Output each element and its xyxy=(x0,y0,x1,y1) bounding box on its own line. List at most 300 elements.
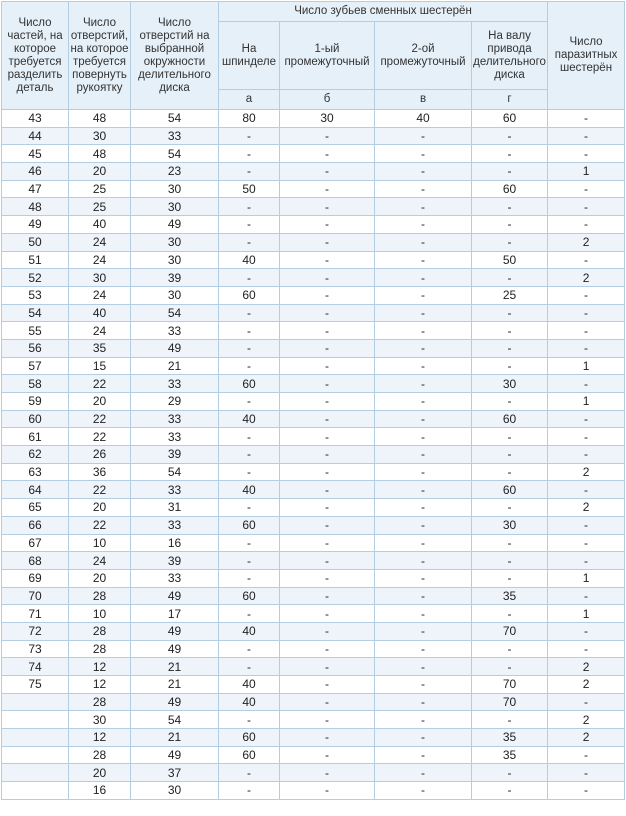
header-second-intermediate: 2-ой промежуточный xyxy=(375,22,472,90)
table-cell: - xyxy=(548,375,625,393)
table-cell: 49 xyxy=(131,693,219,711)
table-cell: - xyxy=(548,339,625,357)
table-cell: 12 xyxy=(69,676,131,694)
table-cell: - xyxy=(280,693,375,711)
table-row xyxy=(2,339,625,357)
table-cell: - xyxy=(280,339,375,357)
table-cell: 60 xyxy=(2,410,69,428)
table-cell: 28 xyxy=(69,746,131,764)
table-cell: - xyxy=(472,393,548,411)
table-cell xyxy=(2,764,69,782)
table-cell: - xyxy=(472,233,548,251)
table-cell: 73 xyxy=(2,640,69,658)
table-cell: - xyxy=(472,446,548,464)
table-cell: 60 xyxy=(219,375,280,393)
table-cell: 49 xyxy=(131,587,219,605)
table-cell: 28 xyxy=(69,693,131,711)
table-cell: 61 xyxy=(2,428,69,446)
table-cell: 54 xyxy=(131,463,219,481)
table-cell: - xyxy=(280,516,375,534)
table-cell: - xyxy=(219,127,280,145)
table-cell: 1 xyxy=(548,393,625,411)
table-cell: 68 xyxy=(2,552,69,570)
table-cell: - xyxy=(280,410,375,428)
table-cell: - xyxy=(219,605,280,623)
table-row xyxy=(2,587,625,605)
table-cell: - xyxy=(219,640,280,658)
table-cell: 59 xyxy=(2,393,69,411)
table-cell: - xyxy=(548,127,625,145)
table-cell: - xyxy=(280,499,375,517)
table-cell: 49 xyxy=(131,339,219,357)
table-cell: - xyxy=(548,782,625,800)
header-holes-turn: Число отверстий, на которое требуется повернуть рукоятку xyxy=(69,2,131,110)
table-cell: 24 xyxy=(69,322,131,340)
table-cell: 30 xyxy=(472,375,548,393)
table-cell: - xyxy=(375,127,472,145)
table-cell: - xyxy=(548,216,625,234)
header-letter-a: а xyxy=(219,90,280,110)
table-row xyxy=(2,180,625,198)
table-cell: - xyxy=(375,676,472,694)
table-cell: 65 xyxy=(2,499,69,517)
table-row xyxy=(2,481,625,499)
table-cell: 29 xyxy=(131,393,219,411)
table-cell: - xyxy=(375,640,472,658)
table-cell: 47 xyxy=(2,180,69,198)
table-row xyxy=(2,145,625,163)
table-cell: - xyxy=(280,269,375,287)
table-cell: - xyxy=(375,711,472,729)
table-cell: 12 xyxy=(69,729,131,747)
table-cell: - xyxy=(548,428,625,446)
table-row xyxy=(2,446,625,464)
table-cell: - xyxy=(280,428,375,446)
table-cell: 12 xyxy=(69,658,131,676)
table-cell: 21 xyxy=(131,658,219,676)
gear-table xyxy=(1,1,625,800)
table-row xyxy=(2,110,625,128)
table-cell: - xyxy=(280,393,375,411)
table-cell: - xyxy=(280,322,375,340)
table-cell: 21 xyxy=(131,729,219,747)
table-cell: - xyxy=(375,746,472,764)
table-cell: - xyxy=(375,145,472,163)
table-cell: 24 xyxy=(69,233,131,251)
table-cell: 30 xyxy=(69,711,131,729)
table-cell: - xyxy=(280,251,375,269)
table-cell: 33 xyxy=(131,428,219,446)
table-cell: - xyxy=(375,587,472,605)
table-cell: 2 xyxy=(548,658,625,676)
table-row xyxy=(2,693,625,711)
table-cell: - xyxy=(548,516,625,534)
table-cell: - xyxy=(375,180,472,198)
table-cell: 51 xyxy=(2,251,69,269)
table-cell: - xyxy=(219,357,280,375)
table-row xyxy=(2,622,625,640)
table-cell: 60 xyxy=(219,729,280,747)
table-cell: - xyxy=(280,145,375,163)
table-cell: 40 xyxy=(375,110,472,128)
table-cell: 1 xyxy=(548,569,625,587)
header-gear-teeth: Число зубьев сменных шестерён xyxy=(219,2,548,22)
table-row xyxy=(2,640,625,658)
table-cell: - xyxy=(472,269,548,287)
table-cell: 49 xyxy=(131,216,219,234)
table-cell: - xyxy=(219,764,280,782)
table-cell: 22 xyxy=(69,410,131,428)
table-cell: 33 xyxy=(131,569,219,587)
table-row xyxy=(2,605,625,623)
table-cell: 15 xyxy=(69,357,131,375)
table-cell: 28 xyxy=(69,587,131,605)
table-cell xyxy=(2,746,69,764)
table-cell: 33 xyxy=(131,410,219,428)
table-cell: 40 xyxy=(69,304,131,322)
table-cell: 60 xyxy=(472,481,548,499)
table-cell: 54 xyxy=(131,711,219,729)
table-cell: 30 xyxy=(131,286,219,304)
table-cell: - xyxy=(375,569,472,587)
table-cell: 40 xyxy=(219,410,280,428)
table-cell: 60 xyxy=(472,180,548,198)
table-cell: - xyxy=(280,676,375,694)
table-cell: 56 xyxy=(2,339,69,357)
table-cell: - xyxy=(375,782,472,800)
table-cell: - xyxy=(375,304,472,322)
table-cell: 45 xyxy=(2,145,69,163)
table-row xyxy=(2,516,625,534)
table-cell: - xyxy=(548,198,625,216)
table-row xyxy=(2,322,625,340)
table-cell: 49 xyxy=(131,622,219,640)
table-cell: 35 xyxy=(69,339,131,357)
table-row xyxy=(2,304,625,322)
table-cell: - xyxy=(219,782,280,800)
table-row xyxy=(2,286,625,304)
table-cell: - xyxy=(280,587,375,605)
table-cell: 30 xyxy=(472,516,548,534)
table-cell: - xyxy=(280,605,375,623)
table-cell: - xyxy=(375,446,472,464)
table-cell: 50 xyxy=(2,233,69,251)
table-row xyxy=(2,428,625,446)
table-cell: 52 xyxy=(2,269,69,287)
table-cell: - xyxy=(548,180,625,198)
table-row xyxy=(2,233,625,251)
table-row xyxy=(2,676,625,694)
table-cell: 54 xyxy=(131,145,219,163)
table-cell: - xyxy=(548,764,625,782)
header-parts: Число частей, на которое требуется разделить деталь xyxy=(2,2,69,110)
table-cell: - xyxy=(375,393,472,411)
table-cell: 70 xyxy=(472,676,548,694)
table-cell: - xyxy=(548,552,625,570)
table-cell: - xyxy=(219,463,280,481)
table-cell: - xyxy=(375,516,472,534)
table-cell: - xyxy=(280,711,375,729)
table-row xyxy=(2,569,625,587)
table-cell: - xyxy=(280,304,375,322)
table-cell: - xyxy=(219,198,280,216)
table-cell: - xyxy=(548,481,625,499)
table-cell: 40 xyxy=(219,481,280,499)
table-cell: 64 xyxy=(2,481,69,499)
table-cell: - xyxy=(472,357,548,375)
table-cell: 2 xyxy=(548,463,625,481)
table-cell: - xyxy=(472,163,548,181)
table-cell: 63 xyxy=(2,463,69,481)
table-cell: 60 xyxy=(472,110,548,128)
table-row xyxy=(2,198,625,216)
table-cell: 60 xyxy=(219,516,280,534)
table-cell: - xyxy=(219,499,280,517)
table-cell: 2 xyxy=(548,729,625,747)
table-row xyxy=(2,658,625,676)
table-cell: - xyxy=(375,658,472,676)
table-cell: 24 xyxy=(69,552,131,570)
table-cell: - xyxy=(472,534,548,552)
table-cell: 33 xyxy=(131,322,219,340)
table-cell: 40 xyxy=(219,676,280,694)
table-cell: 60 xyxy=(219,587,280,605)
table-cell: 20 xyxy=(69,569,131,587)
table-cell: 22 xyxy=(69,375,131,393)
header-holes-circle: Число отверстий на выбранной окружности делительного диска xyxy=(131,2,219,110)
table-row xyxy=(2,729,625,747)
table-cell: - xyxy=(280,198,375,216)
table-cell: - xyxy=(548,693,625,711)
table-cell: - xyxy=(472,552,548,570)
table-cell: 54 xyxy=(2,304,69,322)
table-cell: 2 xyxy=(548,233,625,251)
table-cell: - xyxy=(472,463,548,481)
table-cell: 53 xyxy=(2,286,69,304)
table-cell: - xyxy=(375,339,472,357)
table-cell: 2 xyxy=(548,676,625,694)
table-cell: 35 xyxy=(472,746,548,764)
table-cell: 30 xyxy=(131,233,219,251)
table-cell: - xyxy=(280,534,375,552)
table-cell: 44 xyxy=(2,127,69,145)
table-cell: - xyxy=(219,534,280,552)
table-cell: 40 xyxy=(69,216,131,234)
table-cell: - xyxy=(472,145,548,163)
table-row xyxy=(2,163,625,181)
table-cell: 33 xyxy=(131,516,219,534)
table-cell: 33 xyxy=(131,375,219,393)
table-cell: - xyxy=(472,216,548,234)
table-cell: 35 xyxy=(472,729,548,747)
table-cell: - xyxy=(219,163,280,181)
table-cell: - xyxy=(280,481,375,499)
table-cell: - xyxy=(219,233,280,251)
table-cell: - xyxy=(280,216,375,234)
table-cell: - xyxy=(219,269,280,287)
table-cell: - xyxy=(219,145,280,163)
table-row xyxy=(2,410,625,428)
table-cell: - xyxy=(375,463,472,481)
table-cell: 46 xyxy=(2,163,69,181)
table-row xyxy=(2,746,625,764)
table-cell: - xyxy=(280,233,375,251)
table-row xyxy=(2,393,625,411)
header-letter-g: г xyxy=(472,90,548,110)
table-cell: - xyxy=(548,746,625,764)
table-cell: - xyxy=(375,693,472,711)
table-cell: 16 xyxy=(69,782,131,800)
table-cell: 36 xyxy=(69,463,131,481)
table-cell: 30 xyxy=(131,180,219,198)
table-cell: - xyxy=(280,180,375,198)
table-cell: - xyxy=(472,782,548,800)
table-cell: - xyxy=(219,446,280,464)
table-cell: - xyxy=(375,375,472,393)
table-cell: 80 xyxy=(219,110,280,128)
table-cell: 10 xyxy=(69,605,131,623)
table-cell: - xyxy=(375,605,472,623)
table-cell: - xyxy=(280,463,375,481)
table-cell: - xyxy=(375,428,472,446)
table-cell: 20 xyxy=(69,764,131,782)
table-cell: - xyxy=(472,127,548,145)
table-cell: - xyxy=(472,322,548,340)
table-cell: - xyxy=(280,127,375,145)
table-cell: 35 xyxy=(472,587,548,605)
table-row xyxy=(2,764,625,782)
table-cell: - xyxy=(375,410,472,428)
table-row xyxy=(2,782,625,800)
table-cell: 30 xyxy=(69,127,131,145)
table-cell: 26 xyxy=(69,446,131,464)
table-cell: 20 xyxy=(69,163,131,181)
table-cell: - xyxy=(375,481,472,499)
table-cell: 70 xyxy=(2,587,69,605)
table-cell: 30 xyxy=(131,251,219,269)
table-cell: - xyxy=(548,587,625,605)
table-cell: 30 xyxy=(131,782,219,800)
table-cell xyxy=(2,782,69,800)
table-cell: - xyxy=(472,711,548,729)
table-cell: - xyxy=(548,304,625,322)
table-cell: - xyxy=(219,552,280,570)
table-cell: - xyxy=(280,552,375,570)
table-cell: - xyxy=(472,428,548,446)
table-cell: - xyxy=(548,145,625,163)
table-cell: 60 xyxy=(472,410,548,428)
table-cell: 25 xyxy=(69,180,131,198)
table-cell: 25 xyxy=(69,198,131,216)
table-cell: 55 xyxy=(2,322,69,340)
table-cell: 31 xyxy=(131,499,219,517)
table-cell: 20 xyxy=(69,499,131,517)
table-cell: - xyxy=(375,286,472,304)
table-cell: 2 xyxy=(548,499,625,517)
table-cell: - xyxy=(219,339,280,357)
table-cell: 48 xyxy=(2,198,69,216)
table-cell: - xyxy=(548,640,625,658)
table-cell: - xyxy=(280,357,375,375)
table-cell: 54 xyxy=(131,110,219,128)
table-cell xyxy=(2,693,69,711)
table-row xyxy=(2,251,625,269)
table-cell: - xyxy=(219,428,280,446)
header-drive-shaft: На валу привода делительного диска xyxy=(472,22,548,90)
table-cell: 50 xyxy=(219,180,280,198)
table-cell: 33 xyxy=(131,481,219,499)
table-cell: - xyxy=(472,304,548,322)
table-cell: - xyxy=(280,764,375,782)
table-cell: 66 xyxy=(2,516,69,534)
table-cell: - xyxy=(280,163,375,181)
table-row xyxy=(2,375,625,393)
table-cell: - xyxy=(375,269,472,287)
table-cell: - xyxy=(548,446,625,464)
table-cell: - xyxy=(280,658,375,676)
table-cell: 39 xyxy=(131,552,219,570)
table-cell: - xyxy=(375,552,472,570)
table-cell: 48 xyxy=(69,145,131,163)
table-cell: - xyxy=(280,286,375,304)
table-cell: - xyxy=(375,233,472,251)
table-cell: - xyxy=(280,446,375,464)
table-cell: 60 xyxy=(219,286,280,304)
table-cell: - xyxy=(375,499,472,517)
table-cell: 30 xyxy=(69,269,131,287)
table-cell: 71 xyxy=(2,605,69,623)
table-cell: - xyxy=(548,110,625,128)
table-cell: - xyxy=(280,746,375,764)
table-row xyxy=(2,357,625,375)
table-cell: - xyxy=(472,339,548,357)
table-cell: 22 xyxy=(69,428,131,446)
header-letter-b: б xyxy=(280,90,375,110)
table-cell: - xyxy=(280,729,375,747)
table-cell: 24 xyxy=(69,251,131,269)
table-cell: 54 xyxy=(131,304,219,322)
table-cell: - xyxy=(219,393,280,411)
table-cell: 22 xyxy=(69,516,131,534)
table-cell: 20 xyxy=(69,393,131,411)
table-cell: - xyxy=(219,569,280,587)
table-cell: - xyxy=(548,622,625,640)
table-cell: - xyxy=(375,534,472,552)
table-cell: 43 xyxy=(2,110,69,128)
header-spindle: На шпинделе xyxy=(219,22,280,90)
table-cell: 50 xyxy=(472,251,548,269)
table-cell: 62 xyxy=(2,446,69,464)
table-cell: - xyxy=(280,782,375,800)
table-row xyxy=(2,127,625,145)
table-row xyxy=(2,711,625,729)
table-cell: 10 xyxy=(69,534,131,552)
table-body xyxy=(2,110,625,800)
table-cell: - xyxy=(548,410,625,428)
table-cell: - xyxy=(472,658,548,676)
table-cell: 2 xyxy=(548,711,625,729)
table-cell xyxy=(2,729,69,747)
table-cell: 69 xyxy=(2,569,69,587)
table-cell: 33 xyxy=(131,127,219,145)
table-cell: 48 xyxy=(69,110,131,128)
header-first-intermediate: 1-ый промежуточный xyxy=(280,22,375,90)
table-cell: - xyxy=(375,198,472,216)
table-cell: - xyxy=(472,605,548,623)
table-cell: 30 xyxy=(131,198,219,216)
table-cell: 72 xyxy=(2,622,69,640)
table-cell: - xyxy=(548,251,625,269)
